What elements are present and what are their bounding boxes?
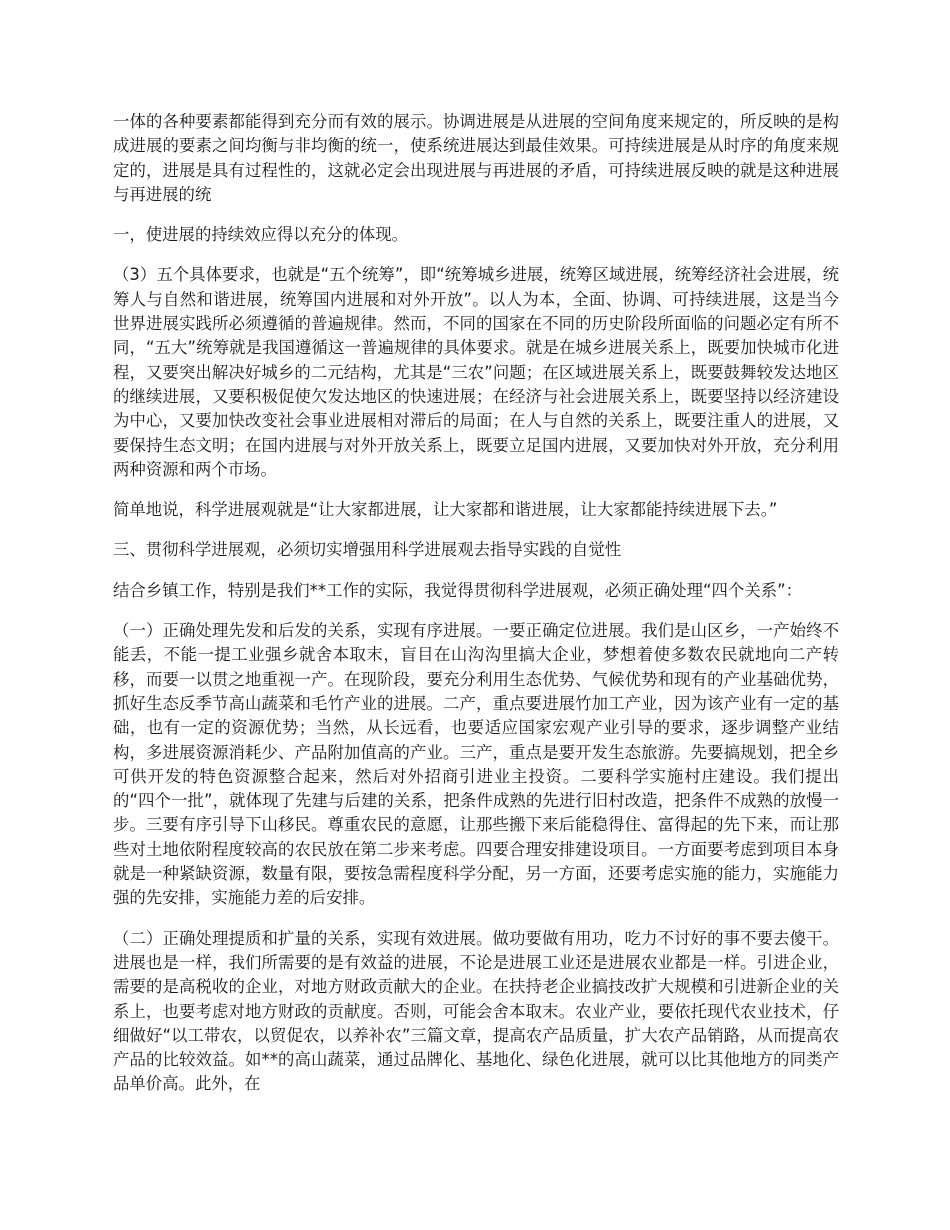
paragraph-1: 一体的各种要素都能得到充分而有效的展示。协调进展是从进展的空间角度来规定的，所反映的是构成进展的要素之间均衡与非均衡的统一，使系统进展达到最佳效果。可持续进展是从时序的角度来规定的，进展是具有过程性的，这就必定会出现进展与再进展的矛盾，可持续进展反映的就是这种进展与再进展的统	[113, 112, 839, 204]
paragraph-7: （二）正确处理提质和扩量的关系，实现有效进展。做功要做有用功，吃力不讨好的事不要去傻干。进展也是一样，我们所需要的是有效益的进展，不论是进展工业还是进展农业都是一样。引进企业，需要的是高税收的企业，对地方财政贡献大的企业。在扶持老企业搞技改扩大规模和引进新企业的关系上，也要考虑对地方财政的贡献度。否则，可能会舍本取末。农业产业，要依托现代农业技术，仔细做好“以工带农，以贸促农，以养补农”三篇文章，提高农产品质量，扩大农产品销路，从而提高农产品的比较效益。如**的高山蔬菜，通过品牌化、基地化、绿色化进展，就可以比其他地方的同类产品单价高。此外，在	[113, 928, 839, 1094]
paragraph-6: （一）正确处理先发和后发的关系，实现有序进展。一要正确定位进展。我们是山区乡，一产始终不能丢，不能一提工业强乡就舍本取末，盲目在山沟沟里搞大企业，梦想着使多数农民就地向二产转移，而要一以贯之地重视一产。在现阶段，要充分利用生态优势、气候优势和现有的产业基础优势，抓好生态反季节高山蔬菜和毛竹产业的进展。二产，重点要进展竹加工产业，因为该产业有一定的基础，也有一定的资源优势；当然，从长远看，也要适应国家宏观产业引导的要求，逐步调整产业结构，多进展资源消耗少、产品附加值高的产业。三产，重点是要开发生态旅游。先要搞规划，把全乡可供开发的特色资源整合起来，然后对外招商引进业主投资。二要科学实施村庄建设。我们提出的“四个一批”，就体现了先建与后建的关系，把条件成熟的先进行旧村改造，把条件不成熟的放慢一步。三要有序引导下山移民。尊重农民的意愿，让那些搬下来后能稳得住、富得起的先下来，而让那些对土地依附程度较高的农民放在第二步来考虑。四要合理安排建设项目。一方面要考虑到项目本身就是一种紧缺资源，数量有限，要按急需程度科学分配，另一方面，还要考虑实施的能力，实施能力强的先安排，实施能力差的后安排。	[113, 621, 839, 908]
section-heading: 三、贯彻科学进展观，必须切实增强用科学进展观去指导实践的自觉性	[113, 540, 622, 560]
paragraph-2: 一，使进展的持续效应得以充分的体现。	[113, 225, 409, 245]
paragraph-5: 结合乡镇工作，特别是我们**工作的实际，我觉得贯彻科学进展观，必须正确处理“四个关系”：	[113, 580, 802, 600]
paragraph-3: （3）五个具体要求，也就是“五个统筹”，即“统筹城乡进展，统筹区域进展，统筹经济社会进展，统筹人与自然和谐进展，统筹国内进展和对外开放”。以人为本，全面、协调、可持续进展，这是当今世界进展实践所必须遵循的普遍规律。然而，不同的国家在不同的历史阶段所面临的问题必定有所不同，“五大”统筹就是我国遵循这一普遍规律的具体要求。就是在城乡进展关系上，既要加快城市化进程，又要突出解决好城乡的二元结构，尤其是“三农”问题；在区域进展关系上，既要鼓舞较发达地区的继续进展，又要积极促使欠发达地区的快速进展；在经济与社会进展关系上，既要坚持以经济建设为中心，又要加快改变社会事业进展相对滞后的局面；在人与自然的关系上，既要注重人的进展，又要保持生态文明；在国内进展与对外开放关系上，既要立足国内进展，又要加快对外开放，充分利用两种资源和两个市场。	[113, 265, 839, 479]
document-body	[113, 110, 839, 1113]
paragraph-4: 简单地说，科学进展观就是“让大家都进展，让大家都和谐进展，让大家都能持续进展下去。”	[113, 500, 778, 520]
